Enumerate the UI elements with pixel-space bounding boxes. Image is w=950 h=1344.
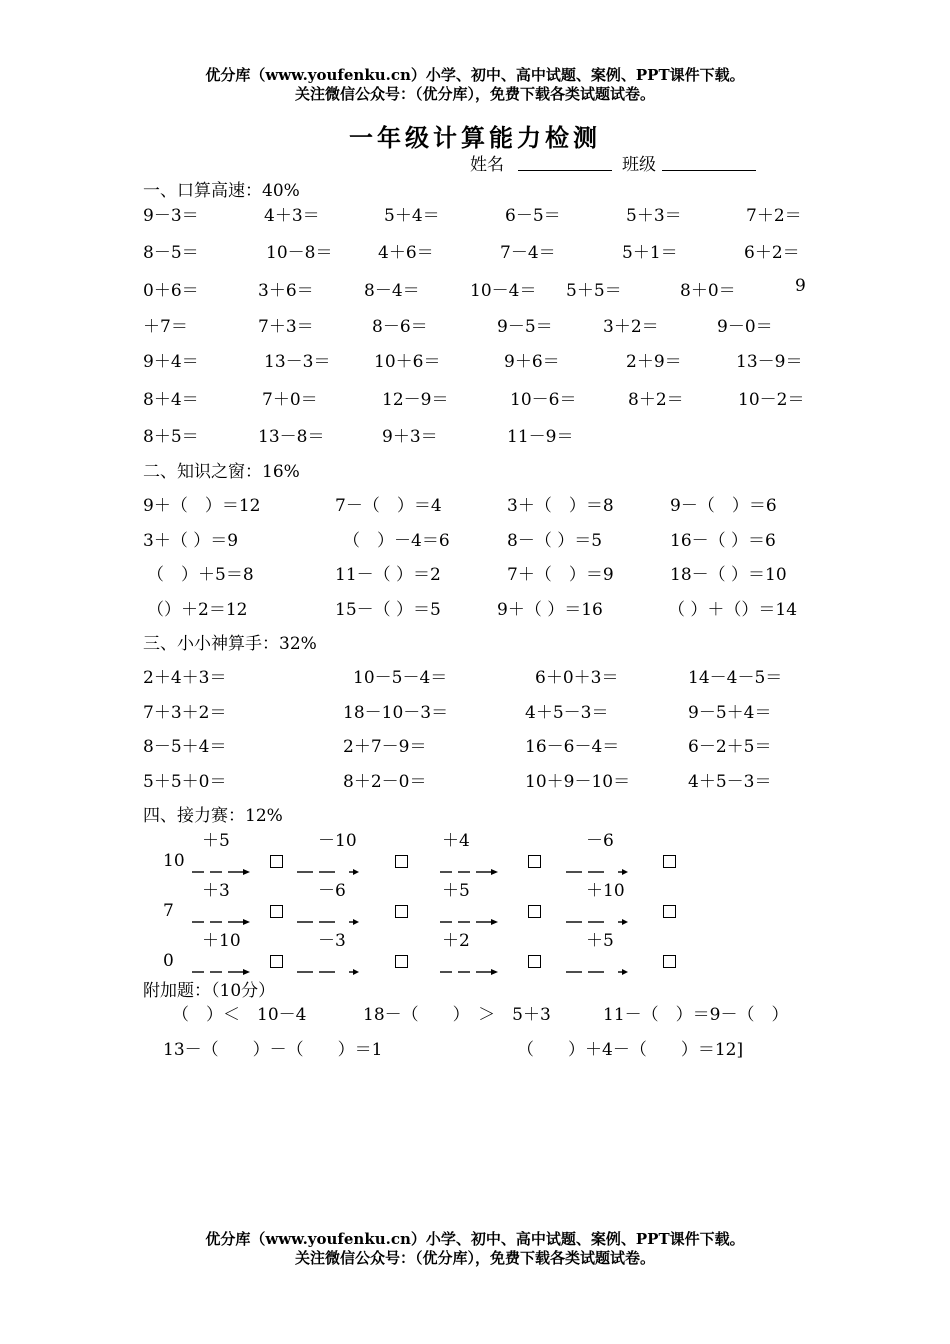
oral-problem: 8＋2＝ xyxy=(628,390,684,410)
oral-problem: 10－6＝ xyxy=(510,390,577,410)
fill-blank-problem[interactable]: 15－（ ）＝5 xyxy=(335,600,441,620)
oral-problem: 10＋6＝ xyxy=(374,352,441,372)
arrow-right-icon xyxy=(566,961,628,980)
relay-operation: －3 xyxy=(318,931,346,951)
mixed-problem: 5＋5＋0＝ xyxy=(143,772,227,792)
extra-problem[interactable]: 13－（ ）－（ ）＝1 xyxy=(163,1040,383,1060)
oral-problem: 13－3＝ xyxy=(264,352,331,372)
extra-problem[interactable]: 18－（ ） ＞ 5＋3 xyxy=(363,1005,551,1025)
relay-start-number: 10 xyxy=(163,851,185,871)
relay-operation: ＋2 xyxy=(442,931,470,951)
fill-blank-problem[interactable]: 9＋（ ）＝12 xyxy=(143,496,261,516)
answer-box[interactable] xyxy=(663,905,676,918)
relay-operation: －10 xyxy=(318,831,357,851)
oral-problem: 6＋2＝ xyxy=(744,243,800,263)
answer-box[interactable] xyxy=(270,905,283,918)
oral-problem: 11－9＝ xyxy=(507,427,574,447)
oral-problem: 10－8＝ xyxy=(266,243,333,263)
class-label: 班级 xyxy=(622,155,656,175)
mixed-problem: 10－5－4＝ xyxy=(353,668,448,688)
oral-problem: 9＋3＝ xyxy=(382,427,438,447)
oral-problem: 5＋3＝ xyxy=(626,206,682,226)
mixed-problem: 2＋4＋3＝ xyxy=(143,668,227,688)
extra-problem[interactable]: （ ）＋4－（ ）＝12] xyxy=(517,1040,744,1060)
arrow-right-icon xyxy=(297,961,359,980)
relay-start-number: 7 xyxy=(163,901,174,921)
oral-problem: 5＋4＝ xyxy=(384,206,440,226)
answer-box[interactable] xyxy=(663,855,676,868)
oral-problem: 0＋6＝ xyxy=(143,281,199,301)
mixed-problem: 9－5＋4＝ xyxy=(688,703,772,723)
oral-problem: 7－4＝ xyxy=(500,243,556,263)
oral-problem: 9＋6＝ xyxy=(504,352,560,372)
section4-heading: 四、接力赛：12% xyxy=(143,806,283,826)
section2-heading: 二、知识之窗：16% xyxy=(143,462,300,482)
relay-operation: ＋5 xyxy=(202,831,230,851)
relay-operation: ＋4 xyxy=(442,831,470,851)
relay-operation: ＋10 xyxy=(202,931,241,951)
oral-problem: 10－4＝ xyxy=(470,281,537,301)
oral-problem: 2＋9＝ xyxy=(626,352,682,372)
oral-problem: 9－5＝ xyxy=(497,317,553,337)
mixed-problem: 4＋5－3＝ xyxy=(688,772,772,792)
relay-operation: ＋10 xyxy=(586,881,625,901)
mixed-problem: 4＋5－3＝ xyxy=(525,703,609,723)
extra-problem[interactable]: 11－（ ）＝9－（ ） xyxy=(603,1005,789,1025)
section1-heading: 一、口算高速：40% xyxy=(143,181,300,201)
oral-problem: 8－6＝ xyxy=(372,317,428,337)
oral-problem: 7＋3＝ xyxy=(258,317,314,337)
fill-blank-problem[interactable]: （ ）＋5＝8 xyxy=(147,565,254,585)
oral-problem: 8－4＝ xyxy=(364,281,420,301)
oral-problem: 7＋2＝ xyxy=(746,206,802,226)
answer-box[interactable] xyxy=(528,905,541,918)
fill-blank-problem[interactable]: 3＋（ ）＝8 xyxy=(507,496,614,516)
oral-problem: 9－3＝ xyxy=(143,206,199,226)
oral-problem: 7＋0＝ xyxy=(262,390,318,410)
oral-problem: 3＋6＝ xyxy=(258,281,314,301)
answer-box[interactable] xyxy=(395,855,408,868)
footer-line-1: 优分库（www.youfenku.cn）小学、初中、高中试题、案例、PPT课件下载。 xyxy=(205,1230,745,1248)
answer-box[interactable] xyxy=(395,955,408,968)
name-input[interactable] xyxy=(518,152,612,171)
class-input[interactable] xyxy=(662,152,756,171)
oral-problem: 6－5＝ xyxy=(505,206,561,226)
fill-blank-problem[interactable]: 11－（ ）＝2 xyxy=(335,565,441,585)
oral-problem: 8＋5＝ xyxy=(143,427,199,447)
header-line-2: 关注微信公众号：（优分库），免费下载各类试题试卷。 xyxy=(294,85,655,103)
answer-box[interactable] xyxy=(528,855,541,868)
mixed-problem: 7＋3＋2＝ xyxy=(143,703,227,723)
oral-problem: 9－0＝ xyxy=(717,317,773,337)
relay-operation: ＋5 xyxy=(586,931,614,951)
oral-problem: 4＋3＝ xyxy=(264,206,320,226)
answer-box[interactable] xyxy=(663,955,676,968)
mixed-problem: 2＋7－9＝ xyxy=(343,737,427,757)
fill-blank-problem[interactable]: （）＋2＝12 xyxy=(147,600,248,620)
oral-problem: 8－5＝ xyxy=(143,243,199,263)
section3-heading: 三、小小神算手：32% xyxy=(143,634,317,654)
relay-operation: －6 xyxy=(586,831,614,851)
extra-problem[interactable]: （ ）＜ 10－4 xyxy=(172,1005,307,1025)
mixed-problem: 18－10－3＝ xyxy=(343,703,449,723)
answer-box[interactable] xyxy=(528,955,541,968)
relay-operation: －6 xyxy=(318,881,346,901)
mixed-problem: 10＋9－10＝ xyxy=(525,772,631,792)
oral-problem: 12－9＝ xyxy=(382,390,449,410)
oral-problem: 13－8＝ xyxy=(258,427,325,447)
footer-line-2: 关注微信公众号：（优分库），免费下载各类试题试卷。 xyxy=(294,1249,655,1267)
relay-operation: ＋3 xyxy=(202,881,230,901)
oral-problem: 10－2＝ xyxy=(738,390,805,410)
fill-blank-problem[interactable]: 18－（ ）＝10 xyxy=(670,565,787,585)
oral-problem: 5＋1＝ xyxy=(622,243,678,263)
mixed-problem: 6－2＋5＝ xyxy=(688,737,772,757)
oral-problem: 9＋4＝ xyxy=(143,352,199,372)
oral-problem: 3＋2＝ xyxy=(603,317,659,337)
relay-operation: ＋5 xyxy=(442,881,470,901)
arrow-right-icon xyxy=(440,961,498,980)
oral-problem: 4＋6＝ xyxy=(378,243,434,263)
fill-blank-problem[interactable]: 3＋（ ）＝9 xyxy=(143,531,239,551)
answer-box[interactable] xyxy=(270,955,283,968)
mixed-problem: 8＋2－0＝ xyxy=(343,772,427,792)
relay-start-number: 0 xyxy=(163,951,174,971)
page-title: 一年级计算能力检测 xyxy=(349,123,601,152)
mixed-problem: 6＋0＋3＝ xyxy=(535,668,619,688)
oral-problem: 8＋4＝ xyxy=(143,390,199,410)
fill-blank-problem[interactable]: 7－（ ）＝4 xyxy=(335,496,442,516)
fill-blank-problem[interactable]: （ ）－4＝6 xyxy=(343,531,450,551)
fill-blank-problem[interactable]: 7＋（ ）＝9 xyxy=(507,565,614,585)
fill-blank-problem[interactable]: 9－（ ）＝6 xyxy=(670,496,777,516)
oral-problem: 8＋0＝ xyxy=(680,281,736,301)
fill-blank-problem[interactable]: 8－（ ）＝5 xyxy=(507,531,603,551)
mixed-problem: 14－4－5＝ xyxy=(688,668,783,688)
fill-blank-problem[interactable]: 16－（ ）＝6 xyxy=(670,531,776,551)
oral-problem: 5＋5＝ xyxy=(566,281,622,301)
answer-box[interactable] xyxy=(270,855,283,868)
mixed-problem: 8－5＋4＝ xyxy=(143,737,227,757)
oral-problem: ＋7＝ xyxy=(143,317,188,337)
mixed-problem: 16－6－4＝ xyxy=(525,737,620,757)
fill-blank-problem[interactable]: （ ）＋（）＝14 xyxy=(668,600,798,620)
oral-problem: 9 xyxy=(795,276,806,296)
answer-box[interactable] xyxy=(395,905,408,918)
fill-blank-problem[interactable]: 9＋（ ）＝16 xyxy=(497,600,603,620)
header-line-1: 优分库（www.youfenku.cn）小学、初中、高中试题、案例、PPT课件下载。 xyxy=(205,66,745,84)
name-label: 姓名 xyxy=(470,155,504,175)
extra-heading: 附加题：（10分） xyxy=(143,981,276,1001)
oral-problem: 13－9＝ xyxy=(736,352,803,372)
